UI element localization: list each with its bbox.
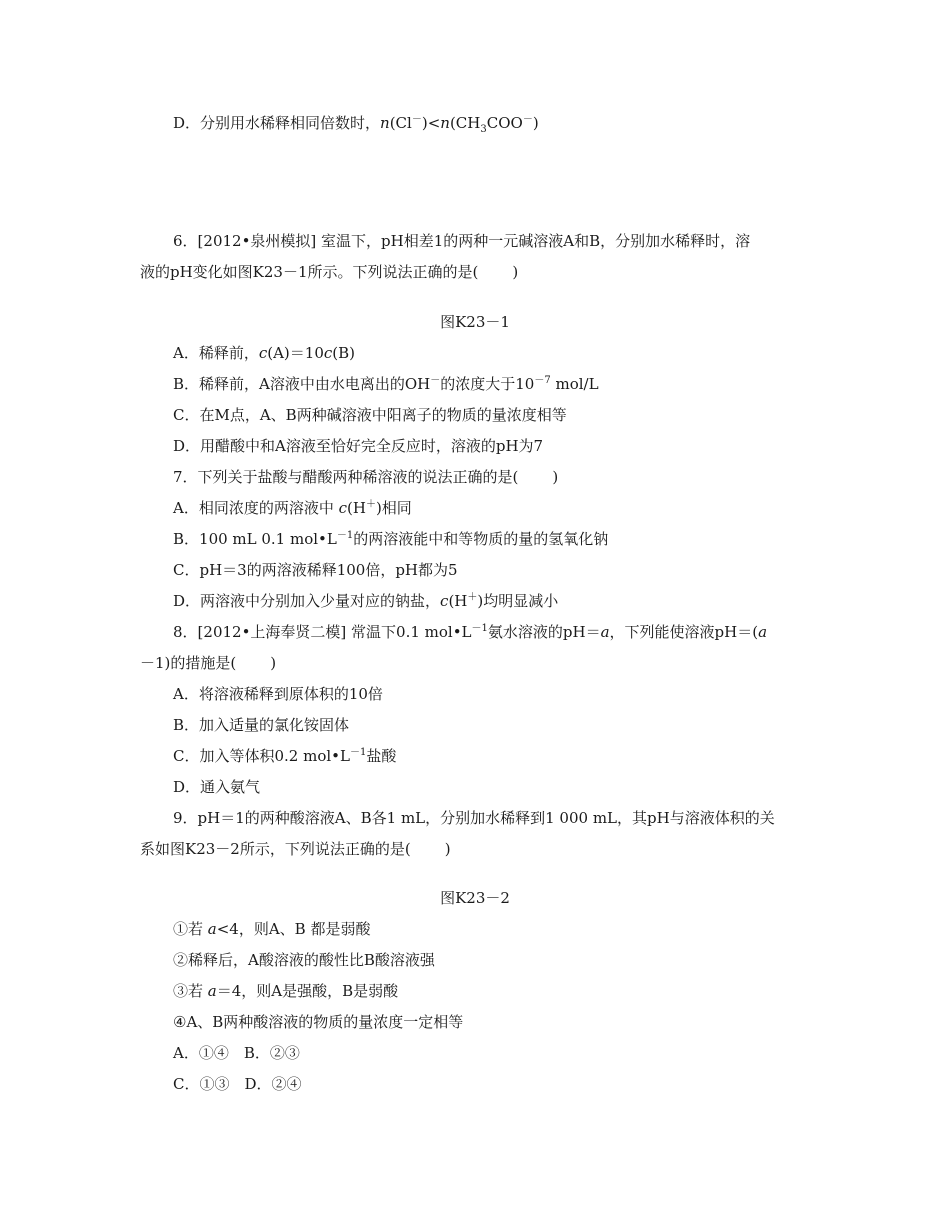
q7-stem <box>173 467 558 487</box>
q9-statement-4: ④A、B两种酸溶液的物质的量浓度一定相等 <box>173 1013 464 1031</box>
q7-option-a-charge: ＋ <box>365 499 376 510</box>
q7-option-c: C．pH＝3的两溶液稀释100倍，pH都为5 <box>173 561 458 579</box>
q5-ch-sub: 3 <box>480 124 487 135</box>
q5-option-d <box>173 113 539 133</box>
q6-stem-line1: 6．[2012•泉州模拟] 室温下，pH相差1的两种一元碱溶液A和B，分别加水稀释时，溶 <box>173 232 751 250</box>
q7-option-b-text: B．100 mL 0.1 mol•L <box>173 530 337 548</box>
q5-ch: (CH <box>449 114 481 132</box>
q6-option-b-unit: mol/L <box>550 375 599 393</box>
q7-option-a-end: )相同 <box>375 499 412 517</box>
figure-caption-k23-1: 图K23－1 <box>440 313 510 331</box>
q8-option-b: B．加入适量的氯化铵固体 <box>173 716 350 734</box>
q5-cl-charge: － <box>411 114 422 125</box>
q7-option-a-text: A．相同浓度的两溶液中 <box>173 499 339 517</box>
q9-stem-line1: 9．pH＝1的两种酸溶液A、B各1 mL，分别加水稀释到1 000 mL，其pH与溶液体积的关 <box>173 809 775 827</box>
q9-statement-1 <box>173 919 370 939</box>
q9-choices-line2: C．①③ D．②④ <box>173 1075 302 1093</box>
q9-choices-line1: A．①④ B．②③ <box>173 1044 300 1062</box>
q5-lt: )< <box>421 114 441 132</box>
q6-option-a-mid: (A)＝10 <box>267 344 324 362</box>
q8-stem-exp: －1 <box>471 623 488 634</box>
q7-option-a-c: c <box>338 499 348 517</box>
q7-option-a-h: (H <box>347 499 366 517</box>
q7-option-d-text: D．两溶液中分别加入少量对应的钠盐， <box>173 592 441 610</box>
q7-option-d-end: )均明显减小 <box>477 592 559 610</box>
q6-option-c: C．在M点，A、B两种碱溶液中阳离子的物质的量浓度相等 <box>173 406 567 424</box>
q5-coo-charge: － <box>522 114 533 125</box>
q9-stem-bracket: ) <box>444 840 451 858</box>
q5-close: ) <box>532 114 539 132</box>
q7-option-b-end: 的两溶液能中和等物质的量的氢氧化钠 <box>353 530 609 548</box>
q7-option-d <box>173 591 558 611</box>
q7-option-d-h: (H <box>448 592 468 610</box>
q6-option-b <box>173 374 599 394</box>
q6-option-a <box>173 343 355 363</box>
q6-stem-text: 液的pH变化如图K23－1所示。下列说法正确的是( <box>140 263 479 281</box>
q5-cl: (Cl <box>389 114 412 132</box>
q9-statement-1-var: a <box>207 920 217 938</box>
q6-option-a-text: A．稀释前， <box>173 344 259 362</box>
q8-stem-mid2: ，下列能使溶液pH＝( <box>609 623 759 641</box>
q6-stem-bracket: ) <box>512 263 519 281</box>
q9-statement-3-text: ③若 <box>173 982 208 1000</box>
q7-stem-text: 7．下列关于盐酸与醋酸两种稀溶液的说法正确的是( <box>173 468 519 486</box>
q7-option-b <box>173 529 608 549</box>
q5-coo: COO <box>486 114 523 132</box>
q9-statement-1-text: ①若 <box>173 920 208 938</box>
q6-option-b-text: B．稀释前，A溶液中由水电离出的OH <box>173 375 431 393</box>
q8-var-a2: a <box>758 623 768 641</box>
q7-option-d-charge: ＋ <box>467 592 478 603</box>
q8-option-c-exp: －1 <box>349 747 367 758</box>
q8-stem-mid: 氨水溶液的pH＝ <box>487 623 601 641</box>
q8-option-d: D．通入氨气 <box>173 778 261 796</box>
q6-option-a-c1: c <box>258 344 268 362</box>
q6-option-a-end: (B) <box>332 344 356 362</box>
q6-option-b-mid: 的浓度大于10 <box>440 375 535 393</box>
q7-stem-bracket: ) <box>552 468 559 486</box>
q7-option-d-c: c <box>440 592 449 610</box>
q9-stem-text: 系如图K23－2所示，下列说法正确的是( <box>140 840 411 858</box>
q8-stem-line1 <box>173 622 767 642</box>
q8-option-c-end: 盐酸 <box>366 747 397 765</box>
q9-statement-1-end: <4，则A、B 都是弱酸 <box>216 920 371 938</box>
q9-statement-3 <box>173 981 398 1001</box>
q7-option-a <box>173 498 412 518</box>
q8-option-c-text: C．加入等体积0.2 mol•L <box>173 747 350 765</box>
q6-option-a-c2: c <box>323 344 333 362</box>
q8-stem-bracket: ) <box>270 654 277 672</box>
q8-stem-text: 8．[2012•上海奉贤二模] 常温下0.1 mol•L <box>173 623 472 641</box>
q6-stem-line2 <box>140 262 518 282</box>
q5-var-n: n <box>380 114 390 132</box>
q8-option-c <box>173 746 396 766</box>
q9-statement-3-end: ＝4，则A是强酸，B是弱酸 <box>216 982 399 1000</box>
q6-option-b-charge: － <box>430 375 441 386</box>
q6-option-d: D．用醋酸中和A溶液至恰好完全反应时，溶液的pH为7 <box>173 437 544 455</box>
q8-stem-line2-text: －1)的措施是( <box>140 654 237 672</box>
q8-var-a: a <box>600 623 610 641</box>
q9-stem-line2 <box>140 839 451 859</box>
q9-statement-3-var: a <box>207 982 217 1000</box>
figure-caption-k23-2: 图K23－2 <box>440 889 510 907</box>
q9-statement-2: ②稀释后，A酸溶液的酸性比B酸溶液强 <box>173 951 435 969</box>
q8-stem-line2 <box>140 653 276 673</box>
q6-option-b-exp: －7 <box>534 375 551 386</box>
q5-var-n2: n <box>440 114 450 132</box>
q5-option-d-text: D．分别用水稀释相同倍数时， <box>173 114 381 132</box>
q7-option-b-exp: －1 <box>336 530 354 541</box>
q8-option-a: A．将溶液稀释到原体积的10倍 <box>173 685 383 703</box>
